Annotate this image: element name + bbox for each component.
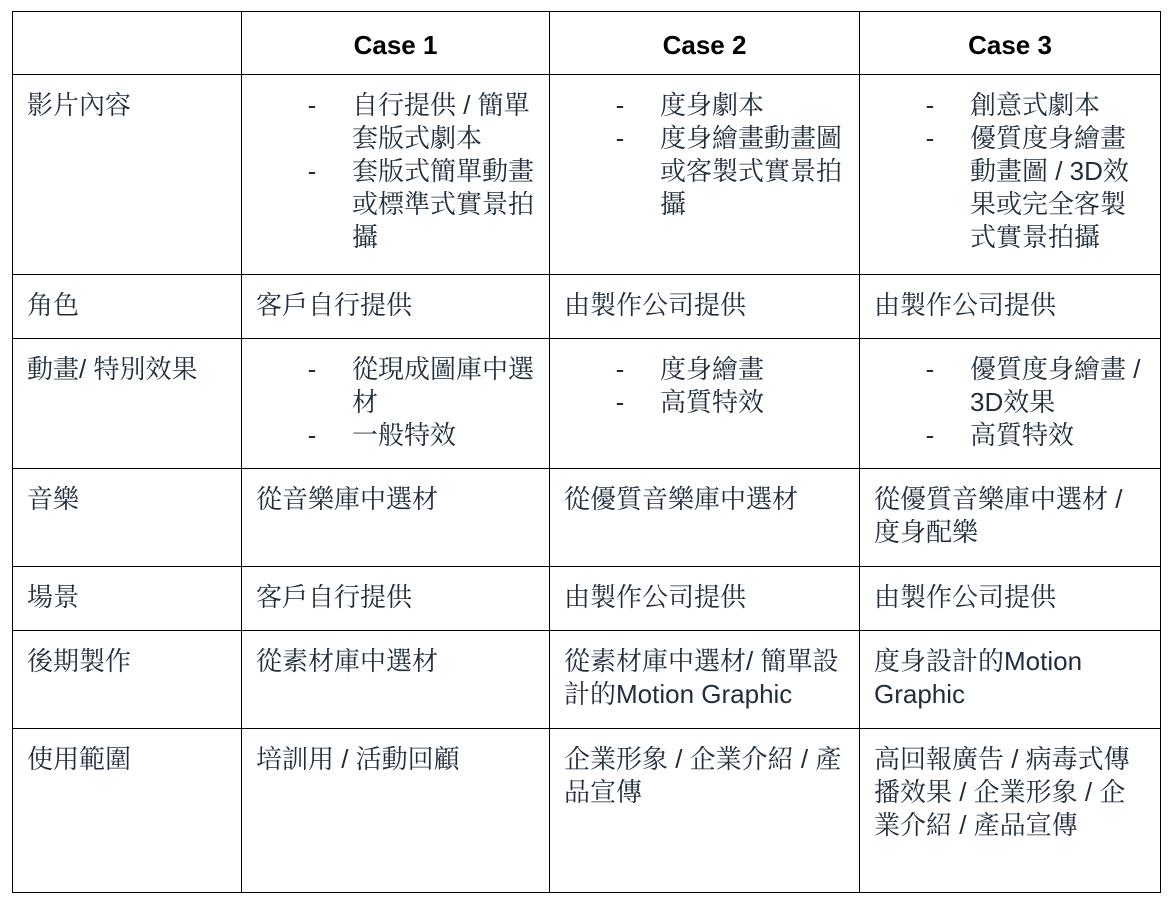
header-case-1: Case 1 — [242, 12, 550, 75]
header-case-3: Case 3 — [860, 12, 1161, 75]
cell-case-2 — [550, 339, 860, 469]
table-row — [13, 567, 1161, 631]
dash-bullet: - — [925, 420, 935, 450]
list-item — [307, 419, 535, 452]
dash-bullet: - — [307, 420, 317, 450]
list-item — [307, 155, 535, 254]
list-item — [925, 353, 1146, 419]
table-row — [13, 275, 1161, 339]
dash-bullet: - — [615, 387, 625, 417]
list-item-text: 度身繪畫動畫圖或客製式實景拍攝 — [660, 123, 843, 219]
cell-case-3: 從優質音樂庫中選材 / 度身配樂 — [860, 469, 1161, 567]
dash-bullet: - — [925, 354, 935, 384]
list-item — [615, 353, 845, 386]
dash-bullet: - — [307, 354, 317, 384]
dash-bullet: - — [925, 123, 935, 153]
list-item-text: 度身繪畫 — [660, 354, 765, 384]
header-case-2: Case 2 — [550, 12, 860, 75]
cell-case-1: 從素材庫中選材 — [242, 631, 550, 729]
list-item — [307, 353, 535, 419]
list-item-text: 創意式劇本 — [970, 90, 1101, 120]
bullet-list — [874, 353, 1146, 452]
list-item — [615, 122, 845, 221]
list-item — [925, 122, 1146, 254]
cell-case-2: 企業形象 / 企業介紹 / 產品宣傳 — [550, 729, 860, 893]
cell-case-1: 客戶自行提供 — [242, 275, 550, 339]
cell-case-1: 從音樂庫中選材 — [242, 469, 550, 567]
list-item-text: 優質度身繪畫動畫圖 / 3D效果或完全客製式實景拍攝 — [970, 123, 1129, 252]
dash-bullet: - — [615, 123, 625, 153]
list-item-text: 從現成圖庫中選材 — [352, 354, 535, 417]
bullet-list — [256, 89, 535, 254]
cell-case-3 — [860, 75, 1161, 275]
cell-case-2 — [550, 75, 860, 275]
dash-bullet: - — [307, 90, 317, 120]
dash-bullet: - — [925, 90, 935, 120]
cell-case-3: 由製作公司提供 — [860, 275, 1161, 339]
list-item-text: 自行提供 / 簡單套版式劇本 — [352, 90, 530, 153]
list-item — [307, 89, 535, 155]
cell-case-3: 由製作公司提供 — [860, 567, 1161, 631]
cell-case-1: 客戶自行提供 — [242, 567, 550, 631]
row-label: 影片內容 — [13, 75, 242, 275]
cell-case-3: 高回報廣告 / 病毒式傳播效果 / 企業形象 / 企業介紹 / 產品宣傳 — [860, 729, 1161, 893]
comparison-table — [12, 11, 1161, 893]
cell-case-2: 由製作公司提供 — [550, 567, 860, 631]
cell-case-3: 度身設計的Motion Graphic — [860, 631, 1161, 729]
list-item-text: 高質特效 — [660, 387, 765, 417]
row-label: 動畫/ 特別效果 — [13, 339, 242, 469]
cell-case-2: 從優質音樂庫中選材 — [550, 469, 860, 567]
dash-bullet: - — [307, 156, 317, 186]
cell-case-1 — [242, 339, 550, 469]
list-item — [615, 386, 845, 419]
bullet-list — [874, 89, 1146, 254]
list-item-text: 一般特效 — [352, 420, 457, 450]
cell-case-2: 由製作公司提供 — [550, 275, 860, 339]
bullet-list — [564, 89, 845, 221]
table-row — [13, 729, 1161, 893]
row-label: 角色 — [13, 275, 242, 339]
list-item — [925, 419, 1146, 452]
cell-case-2: 從素材庫中選材/ 簡單設計的Motion Graphic — [550, 631, 860, 729]
row-label: 場景 — [13, 567, 242, 631]
cell-case-1 — [242, 75, 550, 275]
row-label: 後期製作 — [13, 631, 242, 729]
header-blank-cell — [13, 12, 242, 75]
list-item-text: 度身劇本 — [660, 90, 765, 120]
dash-bullet: - — [615, 354, 625, 384]
table-row — [13, 631, 1161, 729]
list-item — [615, 89, 845, 122]
row-label: 音樂 — [13, 469, 242, 567]
cell-case-1: 培訓用 / 活動回顧 — [242, 729, 550, 893]
bullet-list — [564, 353, 845, 419]
header-row — [13, 12, 1161, 75]
list-item-text: 套版式簡單動畫或標準式實景拍攝 — [352, 156, 535, 252]
cell-case-3 — [860, 339, 1161, 469]
list-item-text: 優質度身繪畫 / 3D效果 — [970, 354, 1141, 417]
list-item-text: 高質特效 — [970, 420, 1075, 450]
table-row — [13, 339, 1161, 469]
table-row — [13, 75, 1161, 275]
bullet-list — [256, 353, 535, 452]
table-row — [13, 469, 1161, 567]
dash-bullet: - — [615, 90, 625, 120]
row-label: 使用範圍 — [13, 729, 242, 893]
list-item — [925, 89, 1146, 122]
